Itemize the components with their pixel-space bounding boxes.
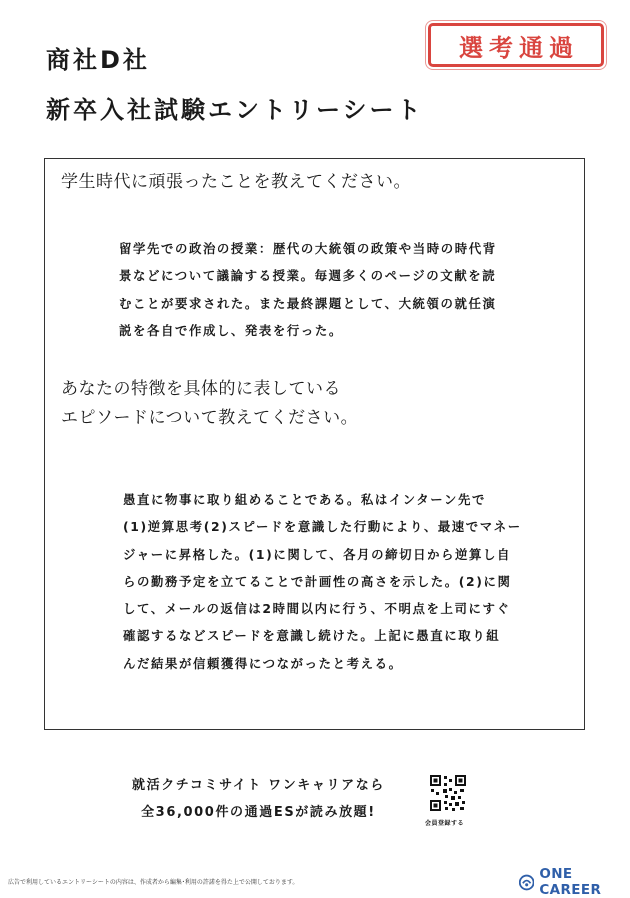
answer-1: 留学先での政治の授業：歴代の大統領の政策や当時の時代背 景などについて議論する授業。毎週多くのページの文献を読 むことが要求された。また最終課題として、大統領の就任演 説を各自で作成し、発表を行った。 <box>119 241 497 338</box>
qr-code-icon[interactable] <box>429 774 467 812</box>
company-name: 商社D社 <box>46 46 150 74</box>
footnote: 広告で利用しているエントリーシートの内容は、作成者から編集･利用の許諾を得た上で公開しております。 <box>8 879 299 886</box>
question-1: 学生時代に頑張ったことを教えてください。 <box>61 172 411 192</box>
promo-text: 就活クチコミサイト ワンキャリアなら 全36,000件の通過ESが読み放題! <box>132 778 385 820</box>
member-register-label[interactable]: 会員登録する <box>425 820 465 827</box>
one-career-brand[interactable] <box>519 866 630 898</box>
answer-2: 愚直に物事に取り組めることである。私はインターン先で (1)逆算思考(2)スピードを意識した行動により、最速でマネー ジャーに昇格した。(1)に関して、各月の締切日から逆算し自 らの勤務予定を立てることで計画性の高さを示した。(2)に関 して、メールの返信は2時間以内に行う、不明点を上司にすぐ 確認するなどスピードを意識し続けた。上記に愚直に取り組 んだ結果が信頼獲得につながったと考える。 <box>123 492 522 671</box>
stamp-text: 選考通過 <box>459 33 579 62</box>
approval-stamp <box>428 23 604 67</box>
document-title: 新卒入社試験エントリーシート <box>46 96 424 124</box>
question-2: あなたの特徴を具体的に表している エピソードについて教えてください。 <box>61 379 359 428</box>
entry-sheet-box <box>44 158 585 730</box>
brand-name: ONE CAREER <box>539 866 602 898</box>
one-career-logo-icon <box>519 874 534 891</box>
